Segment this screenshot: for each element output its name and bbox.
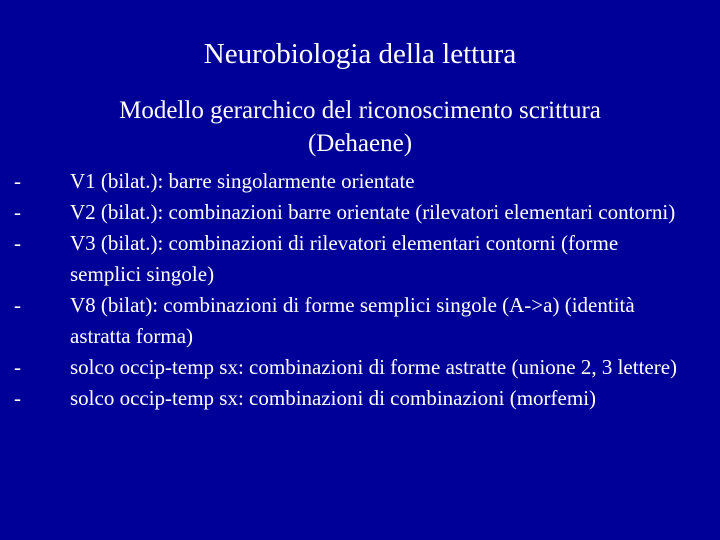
bullet-marker: - (14, 386, 21, 410)
bullet-item (14, 352, 694, 383)
bullet-marker: - (14, 200, 21, 224)
subtitle-line-1: Modello gerarchico del riconoscimento scrittura (119, 97, 601, 124)
bullet-item (14, 290, 694, 352)
bullet-item (14, 228, 694, 290)
bullet-text: V1 (bilat.): barre singolarmente orientate (70, 169, 415, 193)
slide-title: Neurobiologia della lettura (203, 38, 517, 70)
bullet-marker: - (14, 355, 21, 379)
bullet-text: V3 (bilat.): combinazioni di rilevatori elementari contorni (forme semplici singole) (70, 231, 619, 286)
bullet-text: V8 (bilat): combinazioni di forme semplici singole (A->a) (identità astratta forma) (70, 293, 635, 348)
bullet-item (14, 383, 694, 414)
bullet-item (14, 166, 694, 197)
bullet-list (14, 166, 694, 414)
subtitle-line-2: (Dehaene) (307, 130, 413, 157)
bullet-marker: - (14, 169, 21, 193)
bullet-text: solco occip-temp sx: combinazioni di combinazioni (morfemi) (70, 386, 597, 410)
bullet-item (14, 197, 694, 228)
bullet-text: solco occip-temp sx: combinazioni di forme astratte (unione 2, 3 lettere) (70, 355, 678, 379)
bullet-marker: - (14, 293, 21, 317)
bullet-text: V2 (bilat.): combinazioni barre orientate (rilevatori elementari contorni) (70, 200, 676, 224)
slide-subtitle (40, 94, 680, 160)
bullet-marker: - (14, 231, 21, 255)
